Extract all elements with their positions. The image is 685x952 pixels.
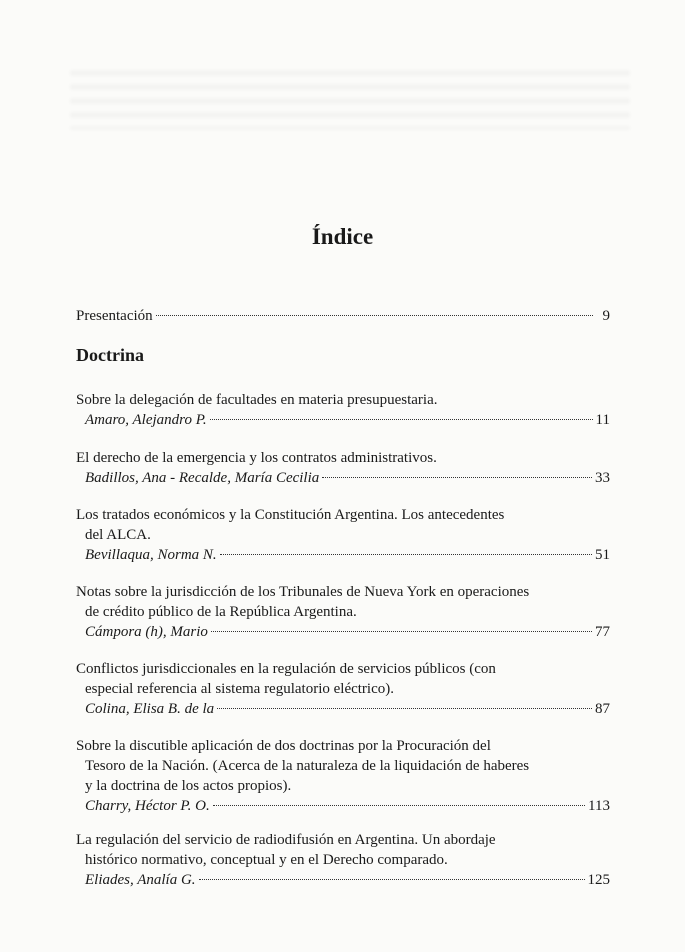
- dot-leader: [211, 631, 592, 632]
- presentation-entry: [76, 306, 610, 326]
- dot-leader: [210, 419, 593, 420]
- entry-title-line: de crédito público de la República Argentina.: [85, 604, 357, 620]
- entry-author: Cámpora (h), Mario: [85, 624, 208, 640]
- toc-entry: [76, 830, 610, 890]
- entry-title-line: Sobre la discutible aplicación de dos doctrinas por la Procuración del: [76, 738, 491, 754]
- dot-leader: [213, 805, 585, 806]
- entry-title-line: La regulación del servicio de radiodifusión en Argentina. Un abordaje: [76, 832, 496, 848]
- entry-title-line: Sobre la delegación de facultades en materia presupuestaria.: [76, 392, 438, 408]
- toc-entry: [76, 582, 610, 642]
- toc-entry: [76, 736, 610, 816]
- page-number: 9: [602, 308, 610, 324]
- dot-leader: [156, 315, 593, 316]
- entry-title-line: especial referencia al sistema regulatorio eléctrico).: [85, 681, 394, 697]
- entry-title-line: Tesoro de la Nación. (Acerca de la naturaleza de la liquidación de haberes: [85, 758, 530, 774]
- dot-leader: [322, 477, 592, 478]
- page-number: 77: [595, 624, 610, 640]
- entry-author: Amaro, Alejandro P.: [85, 412, 207, 428]
- entry-author: Colina, Elisa B. de la: [85, 701, 215, 717]
- section-heading: Doctrina: [76, 345, 144, 365]
- entry-title-line: histórico normativo, conceptual y en el Derecho comparado.: [85, 852, 448, 868]
- page-number: 113: [588, 798, 610, 814]
- entry-title-line: del ALCA.: [85, 527, 151, 543]
- dot-leader: [220, 554, 592, 555]
- entry-title-line: y la doctrina de los actos propios).: [85, 778, 292, 794]
- presentation-label: Presentación: [76, 308, 153, 324]
- page-number: 33: [595, 470, 610, 486]
- dot-leader: [217, 708, 592, 709]
- entry-author: Badillos, Ana - Recalde, María Cecilia: [85, 470, 320, 486]
- entry-author: Charry, Héctor P. O.: [85, 798, 210, 814]
- dot-leader: [199, 879, 585, 880]
- page-title: Índice: [311, 224, 374, 249]
- entry-title-line: Los tratados económicos y la Constitución Argentina. Los antecedentes: [76, 507, 505, 523]
- page-number: 125: [587, 872, 610, 888]
- toc-entry: [76, 448, 610, 488]
- entry-author: Bevillaqua, Norma N.: [85, 547, 217, 563]
- presentation-line: [76, 306, 610, 326]
- entry-author: Eliades, Analía G.: [85, 872, 196, 888]
- page-number: 51: [595, 547, 610, 563]
- toc-entry: [76, 505, 610, 565]
- page-number: 11: [595, 412, 610, 428]
- entry-title-line: El derecho de la emergencia y los contratos administrativos.: [76, 450, 437, 466]
- entry-title-line: Notas sobre la jurisdicción de los Tribunales de Nueva York en operaciones: [76, 584, 530, 600]
- toc-entry: [76, 659, 610, 719]
- toc-entry: [76, 390, 610, 430]
- entry-title-line: Conflictos jurisdiccionales en la regulación de servicios públicos (con: [76, 661, 496, 677]
- page-number: 87: [595, 701, 610, 717]
- bleed-through-text: [70, 70, 630, 130]
